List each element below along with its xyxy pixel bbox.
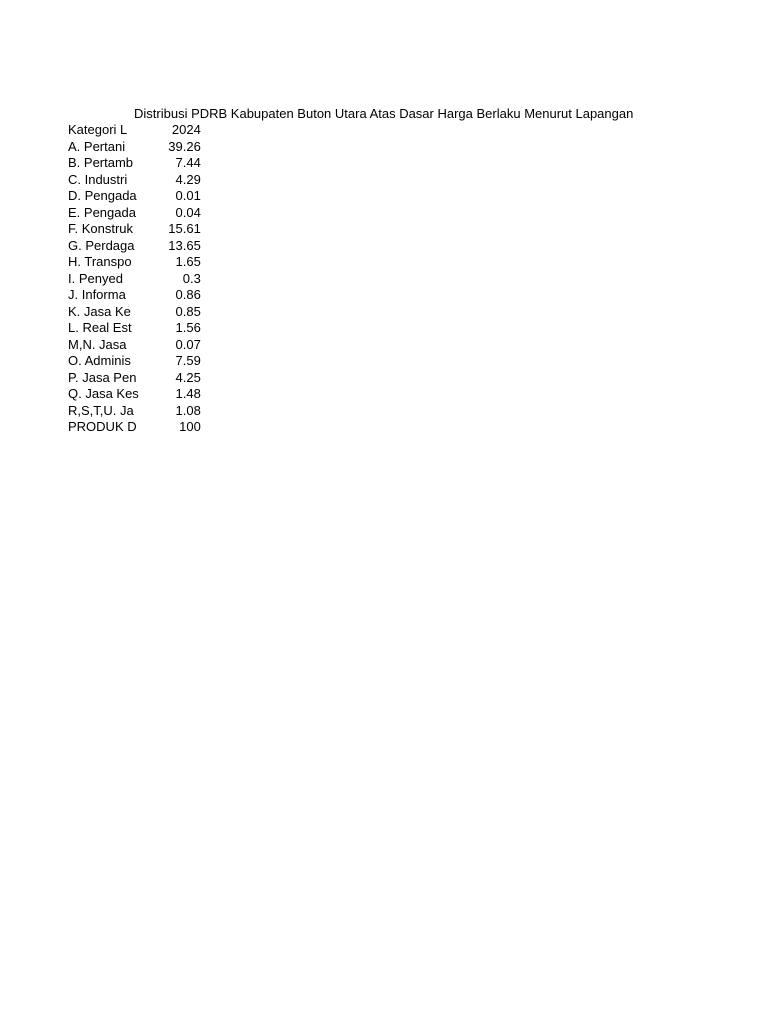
row-category-label: I. Penyed [68,270,123,286]
table-row [68,254,201,271]
title-row [68,105,708,122]
row-value: 0.86 [175,287,201,302]
row-category-label: D. Pengada [68,188,137,203]
table-row [68,188,201,205]
row-category-label: L. Real Est [68,320,132,335]
row-category-label: G. Perdaga [68,237,135,253]
table-row [68,353,201,370]
spreadsheet-page [68,105,708,436]
row-category-label: J. Informa [68,287,126,302]
table-row [68,419,201,436]
table-row [68,205,201,222]
row-value: 4.29 [175,171,201,187]
data-table [68,122,201,436]
table-row [68,155,201,172]
table-row [68,271,201,288]
row-value: 13.65 [168,237,201,253]
row-category-label: R,S,T,U. Ja [68,402,134,418]
header-year: 2024 [171,122,201,137]
row-category-label: H. Transpo [68,254,132,269]
row-category-label: O. Adminis [68,353,131,368]
row-value: 15.61 [168,221,201,236]
row-category-label: K. Jasa Ke [68,303,131,319]
table-row [68,304,201,321]
table-row [68,221,201,238]
row-value: 0.07 [175,336,201,352]
header-category: Kategori L [68,122,128,137]
table-row [68,172,201,189]
table-row [68,403,201,420]
table-row [68,370,201,387]
row-value: 0.85 [175,303,201,319]
row-category-label: PRODUK D [68,419,137,434]
row-value: 100 [179,419,201,434]
table-row [68,320,201,337]
table-row [68,238,201,255]
row-value: 1.08 [175,402,201,418]
table-row [68,337,201,354]
row-value: 0.01 [175,188,201,203]
row-category-label: F. Konstruk [68,221,134,236]
header-row [68,122,201,139]
row-category-label: P. Jasa Pen [68,369,137,385]
row-category-label: C. Industri [68,171,128,187]
row-category-label: M,N. Jasa [68,336,127,352]
row-category-label: E. Pengada [68,204,136,220]
row-value: 1.65 [175,254,201,269]
row-value: 1.48 [175,386,201,401]
row-value: 39.26 [168,138,201,154]
row-value: 7.44 [175,155,201,170]
row-category-label: A. Pertani [68,138,126,154]
row-value: 0.3 [182,270,201,286]
table-row [68,139,201,156]
row-value: 1.56 [175,320,201,335]
table-row [68,386,201,403]
table-row [68,287,201,304]
row-value: 4.25 [175,369,201,385]
row-category-label: Q. Jasa Kes [68,386,139,401]
row-value: 7.59 [175,353,201,368]
row-category-label: B. Pertamb [68,155,134,170]
row-value: 0.04 [175,204,201,220]
sheet-title: Distribusi PDRB Kabupaten Buton Utara Atas Dasar Harga Berlaku Menurut Lapangan [134,106,634,121]
